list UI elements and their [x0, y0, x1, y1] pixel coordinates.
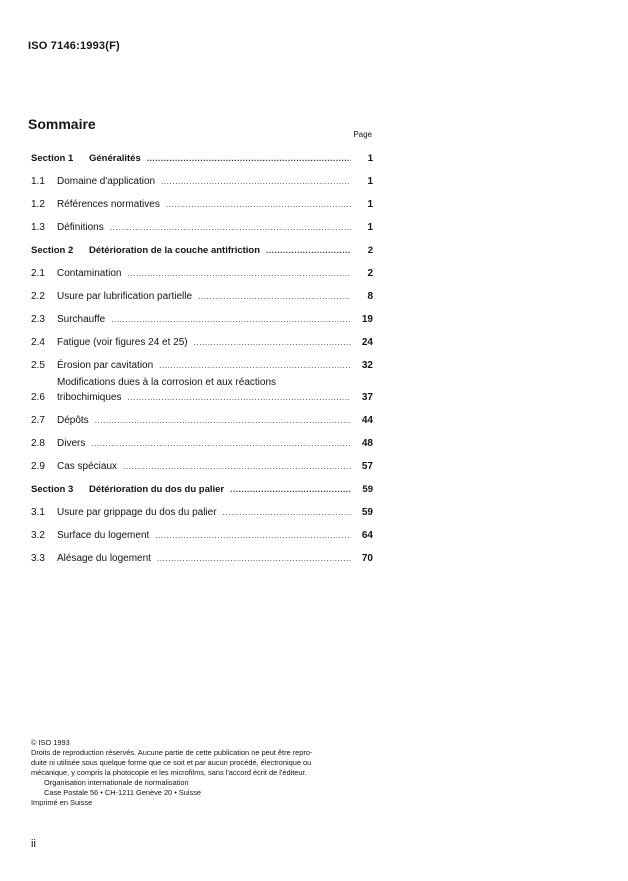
toc-entry-page: 32	[361, 360, 373, 371]
toc-entry	[31, 173, 373, 187]
toc-entry-title: Fatigue (voir figures 24 et 25)	[57, 337, 188, 348]
toc-entry-page: 19	[361, 314, 373, 325]
dot-leader	[147, 154, 351, 164]
toc-entry-title: Usure par grippage du dos du palier	[57, 507, 217, 518]
copyright-line: © ISO 1993	[31, 738, 70, 747]
toc-page-column-label: Page	[353, 130, 372, 139]
copyright-line: Droits de reproduction réservés. Aucune partie de cette publication ne peut être repro-	[31, 748, 313, 757]
toc-entry-title: Détérioration de la couche antifriction	[89, 245, 261, 256]
toc-entry-page: 1	[367, 222, 373, 233]
toc-entry-page: 1	[367, 176, 373, 187]
toc-entry-page: 2	[367, 245, 373, 256]
toc-entry	[31, 504, 373, 518]
toc-entry-number: 1.2	[31, 199, 45, 210]
toc-entry	[31, 311, 373, 325]
toc-entry	[31, 550, 373, 564]
toc-entry-title: Références normatives	[57, 199, 160, 210]
dot-leader	[157, 554, 351, 564]
toc-entry-title: Surface du logement	[57, 530, 150, 541]
toc-entry	[31, 334, 373, 348]
toc-entry	[31, 458, 373, 472]
printed-in: Imprimé en Suisse	[31, 798, 93, 807]
toc-entry-number: 2.5	[31, 360, 45, 371]
toc-entry-page: 1	[367, 199, 373, 210]
toc-entry	[31, 219, 373, 233]
toc-entry-page: 37	[361, 392, 373, 403]
toc-entry-number: 2.1	[31, 268, 45, 279]
dot-leader	[111, 315, 351, 325]
page-number: ii	[31, 838, 36, 850]
toc-entry-page: 57	[361, 461, 373, 472]
toc-entry-number: Section 1	[31, 153, 74, 164]
toc-entry-title: Érosion par cavitation	[57, 360, 154, 371]
toc-entry-number: Section 2	[31, 245, 74, 256]
document-id: ISO 7146:1993(F)	[28, 40, 120, 52]
toc-entry-title: Divers	[57, 438, 86, 449]
toc-title: Sommaire	[28, 116, 96, 132]
toc-entry-page: 8	[367, 291, 373, 302]
toc-entry-title: tribochimiques	[57, 392, 122, 403]
toc-entry	[31, 196, 373, 210]
toc-entry-number: 2.9	[31, 461, 45, 472]
toc-entry-number: 1.3	[31, 222, 45, 233]
toc-section-entry	[31, 481, 373, 495]
dot-leader	[91, 439, 351, 449]
toc-section-entry	[31, 150, 373, 164]
toc-entry	[31, 412, 373, 426]
dot-leader	[194, 338, 351, 348]
dot-leader	[110, 223, 351, 233]
toc-entry-page: 24	[361, 337, 373, 348]
dot-leader	[223, 508, 351, 518]
toc-entry-number: 2.7	[31, 415, 45, 426]
dot-leader	[123, 462, 351, 472]
publisher-name: Organisation internationale de normalisation	[44, 778, 189, 787]
dot-leader	[266, 246, 351, 256]
toc-entry-page: 1	[367, 153, 373, 164]
dot-leader	[159, 361, 351, 371]
toc-entry-title: Détérioration du dos du palier	[89, 484, 225, 495]
toc-entry-title: Contamination	[57, 268, 122, 279]
dot-leader	[230, 485, 351, 495]
copyright-line: mécanique, y compris la photocopie et les microfilms, sans l'accord écrit de l'éditeur.	[31, 768, 307, 777]
toc-entry-title: Surchauffe	[57, 314, 106, 325]
dot-leader	[161, 177, 351, 187]
toc-entry-number: 1.1	[31, 176, 45, 187]
dot-leader	[127, 393, 351, 403]
toc-entry-page: 59	[362, 484, 373, 495]
toc-entry	[31, 527, 373, 541]
toc-entry-number: 2.3	[31, 314, 45, 325]
toc-entry-number: 3.3	[31, 553, 45, 564]
dot-leader	[198, 292, 351, 302]
toc-entry-number: 2.6	[31, 392, 45, 403]
toc-entry-page: 2	[367, 268, 373, 279]
toc-entry-title: Usure par lubrification partielle	[57, 291, 193, 302]
dot-leader	[127, 269, 351, 279]
toc-entry-number: Section 3	[31, 484, 74, 495]
toc-entry-page: 64	[361, 530, 373, 541]
toc-entry	[31, 435, 373, 449]
toc-entry-page: 44	[361, 415, 373, 426]
toc-entry	[31, 265, 373, 279]
toc-entry-title: Dépôts	[57, 415, 89, 426]
toc-entry	[31, 377, 373, 403]
toc-entry-title: Cas spéciaux	[57, 461, 118, 472]
toc-entry	[31, 288, 373, 302]
dot-leader	[155, 531, 351, 541]
toc-entry-page: 59	[361, 507, 373, 518]
toc-entry-title: Domaine d'application	[57, 176, 156, 187]
toc-section-entry	[31, 242, 373, 256]
toc-entry-number: 3.2	[31, 530, 45, 541]
toc-entry-title: Définitions	[57, 222, 104, 233]
toc-entry-number: 2.4	[31, 337, 45, 348]
copyright-notice	[31, 738, 376, 808]
publisher-address: Case Postale 56 • CH-1211 Genève 20 • Suisse	[44, 788, 202, 797]
toc-entry-page: 70	[361, 553, 373, 564]
toc-entry-number: 3.1	[31, 507, 45, 518]
toc-entry-number: 2.2	[31, 291, 45, 302]
dot-leader	[95, 416, 351, 426]
toc-entry-number: 2.8	[31, 438, 45, 449]
dot-leader	[166, 200, 351, 210]
copyright-line: duite ni utilisée sous quelque forme que ce soit et par aucun procédé, électronique ou	[31, 758, 312, 767]
toc-entry-title: Généralités	[89, 153, 141, 164]
toc-entry	[31, 357, 373, 371]
toc-entry-page: 48	[361, 438, 373, 449]
toc-entry-title: Alésage du logement	[57, 553, 151, 564]
toc-entry-title-line: Modifications dues à la corrosion et aux réactions	[57, 377, 277, 388]
